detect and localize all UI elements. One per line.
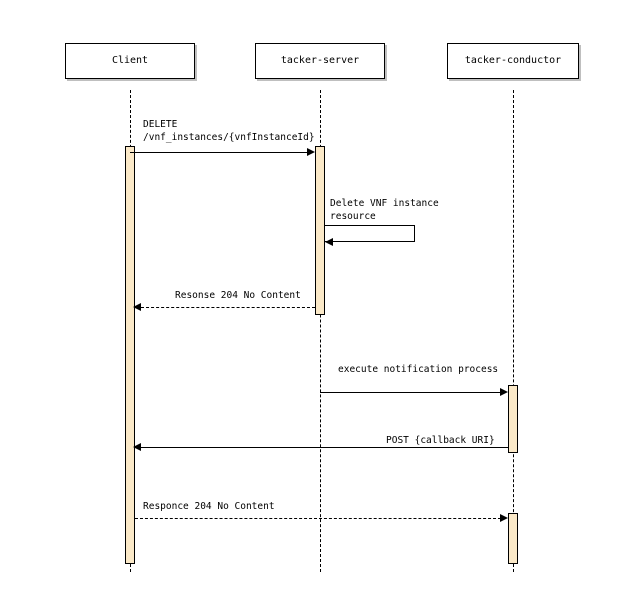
participant-label: tacker-server	[280, 55, 360, 66]
message-line-response-204-server	[141, 307, 315, 308]
participant-client	[65, 43, 195, 79]
arrow-head-left-icon	[325, 238, 333, 246]
self-message-box	[325, 225, 415, 242]
arrow-head-right-icon	[307, 148, 315, 156]
arrow-head-right-icon	[500, 388, 508, 396]
message-label-execute-notification: execute notification process	[338, 364, 499, 375]
activation-tacker-conductor-response	[508, 513, 518, 564]
participant-tacker-conductor	[447, 43, 579, 79]
arrow-head-right-icon	[500, 514, 508, 522]
message-label-delete-vnf-instance: DELETE /vnf_instances/{vnfInstanceId}	[143, 119, 315, 143]
message-line-response-204-client	[135, 518, 501, 519]
participant-label: tacker-conductor	[464, 55, 562, 66]
message-label-post-callback-uri: POST {callback URI}	[386, 435, 495, 446]
message-line-post-callback-uri	[141, 447, 508, 448]
arrow-head-left-icon	[133, 303, 141, 311]
message-label-response-204-server: Resonse 204 No Content	[175, 290, 301, 301]
arrow-head-left-icon	[133, 443, 141, 451]
message-line-execute-notification	[320, 392, 501, 393]
participant-label: Client	[111, 55, 149, 66]
lifeline-tacker-conductor	[513, 90, 514, 572]
participant-tacker-server	[255, 43, 385, 79]
activation-client	[125, 146, 135, 564]
message-label-response-204-client: Responce 204 No Content	[143, 501, 275, 512]
message-line-delete-vnf-instance	[130, 152, 308, 153]
message-label-delete-vnf-resource: Delete VNF instance resource	[330, 198, 445, 222]
